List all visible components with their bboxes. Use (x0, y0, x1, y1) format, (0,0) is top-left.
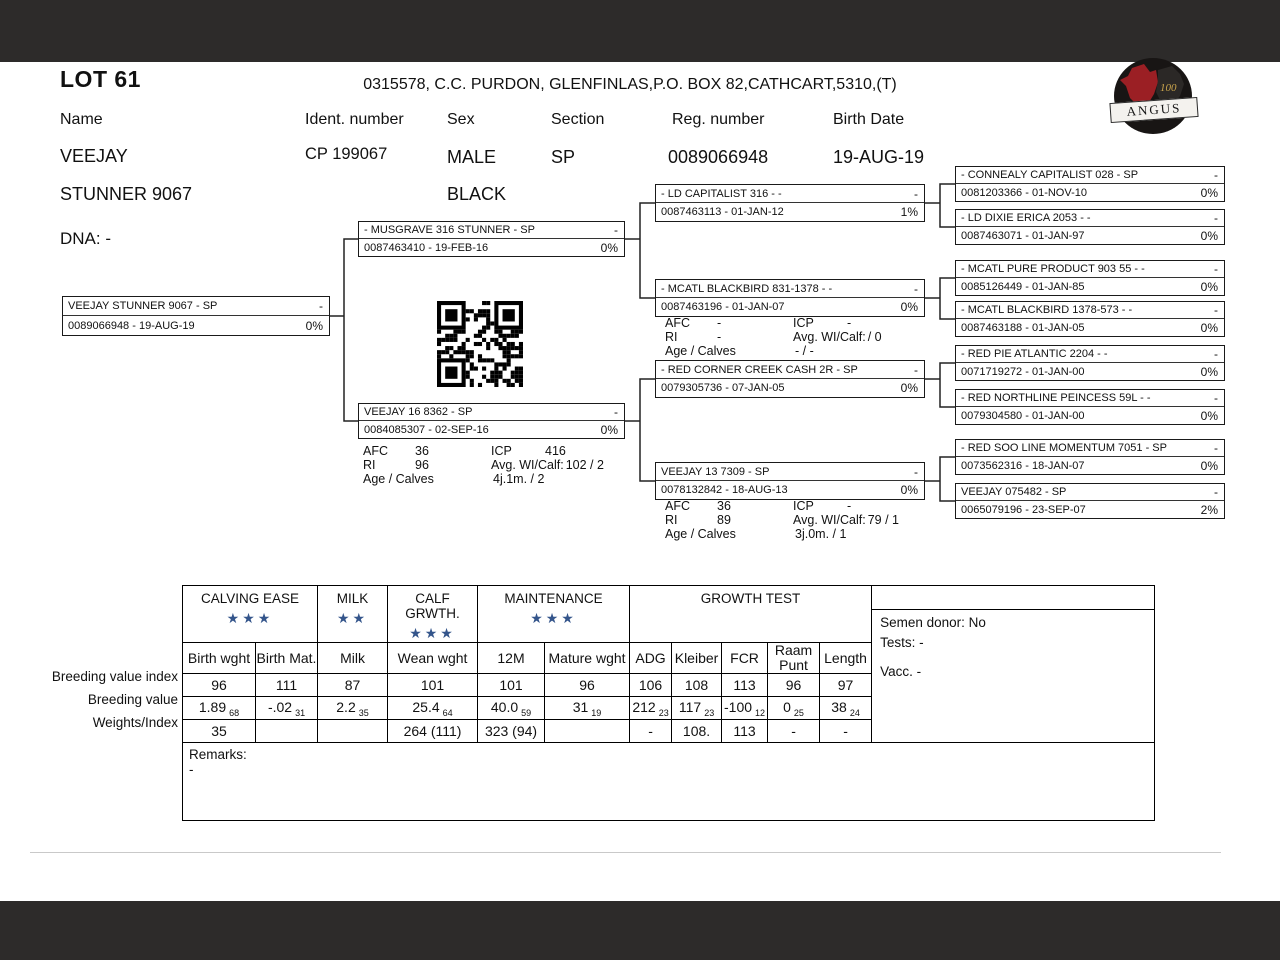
colour-value: BLACK (447, 184, 507, 204)
gen2-2-fertility-stats (665, 316, 935, 358)
stat-value: 36 (717, 499, 731, 513)
pedigree-name: - CONNEALY CAPITALIST 028 - SP (961, 169, 1139, 181)
col-12m: 12M (478, 643, 545, 674)
idx-cell: 101 (388, 674, 478, 697)
pedigree-name: - MCATL BLACKBIRD 1378-573 - - (961, 304, 1133, 316)
pedigree-box-gen3-1 (955, 166, 1225, 202)
pedigree-inbreeding-pct: 1% (900, 205, 918, 219)
birth-date-value: 19-AUG-19 (833, 147, 925, 167)
pedigree-name: - MCATL BLACKBIRD 831-1378 - - (661, 282, 833, 295)
bv-cell: 1.89 $_{68}$ (183, 697, 256, 720)
stat-value: 102 / 2 (565, 458, 604, 472)
pedigree-inbreeding-pct: 0% (1200, 458, 1218, 473)
stars-milk: ★★ (336, 610, 369, 626)
pedigree-name: VEEJAY 16 8362 - SP (364, 406, 473, 418)
pedigree-box-dam (358, 403, 625, 439)
reg-number-value: 0089066948 (668, 147, 769, 167)
col-raam-punt: Raam Punt (768, 643, 820, 674)
col-kleiber: Kleiber (672, 643, 722, 674)
pedigree-inbreeding-pct: 0% (1200, 408, 1218, 423)
bv-accuracy: 23 (658, 707, 669, 718)
vacc-text: Vacc. - (880, 664, 922, 679)
bv-accuracy: 19 (591, 707, 602, 718)
stat-label: Age / Calves (665, 344, 736, 358)
stat-value: 79 / 1 (867, 513, 899, 527)
row-label-weights: Weights/Index (92, 715, 178, 730)
weights-cell: 35 (183, 720, 256, 743)
idx-cell: 101 (478, 674, 545, 697)
idx-cell: 113 (722, 674, 768, 697)
section-value: SP (551, 147, 576, 167)
tests-text: Tests: - (880, 635, 924, 650)
dam-fertility-stats (363, 444, 633, 486)
stat-value: 96 (415, 458, 429, 472)
pedigree-inbreeding-pct: 0% (900, 483, 918, 497)
bv-cell: 31 $_{19}$ (545, 697, 630, 720)
pedigree-box-gen2-4 (655, 462, 925, 500)
pedigree-flag: - (914, 186, 918, 201)
remarks-cell (183, 743, 1155, 821)
sex-value: MALE (447, 147, 497, 167)
idx-cell: 96 (183, 674, 256, 697)
dna-value: DNA: - (60, 229, 111, 248)
idx-cell: 111 (256, 674, 318, 697)
stars-maintenance: ★★★ (530, 610, 577, 626)
pedigree-reg: 0079304580 - 01-JAN-00 (961, 409, 1085, 422)
stat-label: Avg. WI/Calf: (491, 458, 564, 472)
weights-cell (256, 720, 318, 743)
pedigree-inbreeding-pct: 0% (1200, 364, 1218, 379)
qr-code (437, 301, 523, 387)
stat-label: RI (665, 330, 678, 344)
col-birth-mat: Birth Mat. (256, 643, 318, 674)
pedigree-reg: 0079305736 - 07-JAN-05 (661, 382, 785, 394)
weights-cell: - (820, 720, 872, 743)
pedigree-name: - RED NORTHLINE PEINCESS 59L - - (961, 392, 1151, 404)
remarks-label: Remarks: (189, 747, 247, 762)
idx-cell: 96 (545, 674, 630, 697)
label-section: Section (551, 111, 605, 128)
bv-cell: 0 $_{25}$ (768, 697, 820, 720)
pedigree-flag: - (1214, 303, 1218, 317)
stat-value: / 0 (867, 330, 882, 344)
stars-calving-ease: ★★★ (226, 610, 274, 626)
pedigree-inbreeding-pct: 0% (900, 381, 918, 395)
stat-value: 416 (545, 444, 566, 458)
stat-label: ICP (491, 444, 512, 458)
logo-years: 100 (1160, 82, 1177, 94)
pedigree-flag: - (319, 299, 323, 313)
bv-cell: 117 $_{23}$ (672, 697, 722, 720)
pedigree-reg: 0065079196 - 23-SEP-07 (961, 503, 1086, 516)
pedigree-flag: - (1214, 347, 1218, 361)
col-adg: ADG (630, 643, 672, 674)
col-length: Length (820, 643, 872, 674)
gen2-4-fertility-stats (665, 499, 935, 541)
pedigree-box-gen3-2 (955, 209, 1225, 245)
pedigree-inbreeding-pct: 0% (1200, 320, 1218, 335)
bv-cell: -.02 $_{31}$ (256, 697, 318, 720)
bv-cell: -100 $_{12}$ (722, 697, 768, 720)
footer-divider (30, 852, 1221, 853)
pedigree-reg: 0087463113 - 01-JAN-12 (661, 206, 784, 218)
bv-accuracy: 12 (755, 707, 766, 718)
idx-cell: 96 (768, 674, 820, 697)
pedigree-box-gen2-1 (655, 184, 925, 222)
stat-value: - / - (795, 344, 814, 358)
pedigree-box-sire (358, 221, 625, 257)
weights-cell: - (630, 720, 672, 743)
pedigree-flag: - (914, 281, 918, 296)
pedigree-reg: 0087463410 - 19-FEB-16 (364, 241, 489, 254)
pedigree-flag: - (914, 464, 918, 479)
bv-accuracy: 24 (849, 707, 860, 718)
pedigree-box-gen3-8 (955, 483, 1225, 519)
pedigree-flag: - (1214, 441, 1218, 455)
viewer-top-bar (0, 0, 1280, 62)
stat-value: - (717, 330, 722, 344)
pedigree-box-gen3-3 (955, 260, 1225, 296)
ident-number-value: CP 199067 (305, 145, 388, 163)
bv-accuracy: 64 (442, 707, 453, 718)
weights-cell: - (768, 720, 820, 743)
pedigree-box-gen3-7 (955, 439, 1225, 475)
group-maintenance: MAINTENANCE ★★★ (478, 586, 630, 643)
pedigree-name: - LD DIXIE ERICA 2053 - - (961, 212, 1091, 224)
pedigree-reg: 0073562316 - 18-JAN-07 (961, 459, 1085, 472)
weights-cell: 113 (722, 720, 768, 743)
pedigree-name: VEEJAY 075482 - SP (961, 486, 1067, 498)
pedigree-name: - MCATL PURE PRODUCT 903 55 - - (961, 263, 1145, 275)
label-reg-number: Reg. number (672, 111, 765, 128)
pedigree-name: - MUSGRAVE 316 STUNNER - SP (364, 224, 535, 236)
stat-label: Avg. WI/Calf: (793, 513, 866, 527)
stat-value: 4j.1m. / 2 (493, 472, 545, 486)
stat-label: ICP (793, 316, 814, 330)
bv-accuracy: 23 (704, 707, 715, 718)
col-birth-wght: Birth wght (183, 643, 256, 674)
stat-label: ICP (793, 499, 814, 513)
pedigree-inbreeding-pct: 0% (600, 422, 618, 437)
col-fcr: FCR (722, 643, 768, 674)
animal-name-line1: VEEJAY (60, 146, 128, 166)
pedigree-reg: 0087463196 - 01-JAN-07 (661, 301, 785, 313)
stat-label: RI (363, 458, 376, 472)
idx-cell: 106 (630, 674, 672, 697)
info-divider (872, 586, 1154, 610)
animal-name-line2: STUNNER 9067 (60, 184, 193, 204)
weights-cell: 108. (672, 720, 722, 743)
bv-cell: 25.4 $_{64}$ (388, 697, 478, 720)
pedigree-inbreeding-pct: 0% (600, 240, 618, 255)
bv-accuracy: 68 (229, 707, 240, 718)
bv-cell: 2.2 $_{35}$ (318, 697, 388, 720)
idx-cell: 97 (820, 674, 872, 697)
bv-cell: 40.0 $_{59}$ (478, 697, 545, 720)
pedigree-reg: 0087463071 - 01-JAN-97 (961, 229, 1085, 242)
weights-cell: 323 (94) (478, 720, 545, 743)
pedigree-flag: - (1214, 485, 1218, 499)
pedigree-flag: - (1214, 262, 1218, 276)
pedigree-box-gen2-3 (655, 360, 925, 398)
angus-logo (1108, 56, 1198, 138)
info-cell (872, 586, 1155, 743)
stat-value: - (717, 316, 722, 330)
label-sex: Sex (447, 111, 475, 128)
bv-accuracy: 25 (793, 707, 804, 718)
logo-ribbon: ANGUS (1109, 97, 1198, 123)
bv-accuracy: 35 (358, 707, 369, 718)
label-birth-date: Birth Date (833, 111, 905, 128)
stat-label: AFC (665, 499, 690, 513)
idx-cell: 87 (318, 674, 388, 697)
stat-label: Age / Calves (665, 527, 736, 541)
pedigree-reg: 0078132842 - 18-AUG-13 (661, 484, 788, 496)
bv-accuracy: 31 (295, 707, 306, 718)
pedigree-box-gen3-4 (955, 301, 1225, 337)
pedigree-flag: - (1214, 168, 1218, 182)
ebv-row-labels (30, 665, 178, 734)
pedigree-inbreeding-pct: 2% (1200, 502, 1218, 517)
label-name: Name (60, 111, 103, 128)
bv-accuracy: 59 (521, 707, 532, 718)
pedigree-box-gen3-5 (955, 345, 1225, 381)
pedigree-reg: 0084085307 - 02-SEP-16 (364, 423, 489, 436)
pedigree-inbreeding-pct: 0% (1200, 279, 1218, 294)
pedigree-inbreeding-pct: 0% (305, 318, 323, 333)
semen-donor-text: Semen donor: No (880, 615, 986, 630)
pedigree-box-animal (62, 296, 330, 336)
pedigree-reg: 0081203366 - 01-NOV-10 (961, 186, 1087, 199)
pedigree-inbreeding-pct: 0% (900, 300, 918, 314)
stat-value: - (847, 499, 852, 513)
row-label-index: Breeding value index (51, 669, 178, 684)
stat-value: 89 (717, 513, 731, 527)
stat-value: - (847, 316, 852, 330)
ebv-table (182, 585, 1155, 821)
remarks-value: - (189, 762, 194, 777)
stat-label: AFC (665, 316, 690, 330)
pedigree-inbreeding-pct: 0% (1200, 228, 1218, 243)
weights-cell (545, 720, 630, 743)
pedigree-flag: - (1214, 211, 1218, 225)
pedigree-name: - RED CORNER CREEK CASH 2R - SP (661, 363, 858, 376)
stat-value: 3j.0m. / 1 (795, 527, 847, 541)
pedigree-flag: - (614, 223, 618, 237)
pedigree-reg: 0071719272 - 01-JAN-00 (961, 365, 1085, 378)
pedigree-flag: - (1214, 391, 1218, 405)
pedigree-name: - RED PIE ATLANTIC 2204 - - (961, 348, 1108, 360)
bv-cell: 38 $_{24}$ (820, 697, 872, 720)
stat-label: Age / Calves (363, 472, 434, 486)
stat-label: Avg. WI/Calf: (793, 330, 866, 344)
stat-value: 36 (415, 444, 429, 458)
viewer-bottom-bar (0, 901, 1280, 960)
pedigree-name: - RED SOO LINE MOMENTUM 7051 - SP (961, 442, 1167, 454)
stat-label: RI (665, 513, 678, 527)
stars-calf-growth: ★★★ (409, 625, 456, 641)
col-mature-wght: Mature wght (545, 643, 630, 674)
weights-cell (318, 720, 388, 743)
pedigree-flag: - (914, 362, 918, 377)
weights-cell: 264 (111) (388, 720, 478, 743)
pedigree-box-gen2-2 (655, 279, 925, 317)
idx-cell: 108 (672, 674, 722, 697)
group-calving-ease: CALVING EASE ★★★ (183, 586, 318, 643)
col-wean-wght: Wean wght (388, 643, 478, 674)
pedigree-box-gen3-6 (955, 389, 1225, 425)
label-ident-number: Ident. number (305, 111, 404, 128)
pedigree-reg: 0087463188 - 01-JAN-05 (961, 321, 1085, 334)
pedigree-name: VEEJAY STUNNER 9067 - SP (68, 300, 218, 312)
stat-label: AFC (363, 444, 388, 458)
breeder-address: 0315578, C.C. PURDON, GLENFINLAS,P.O. BOX 82,CATHCART,5310,(T) (363, 76, 897, 93)
group-calf-growth: CALF GRWTH. ★★★ (388, 586, 478, 643)
pedigree-reg: 0089066948 - 19-AUG-19 (68, 319, 195, 332)
group-milk: MILK ★★ (318, 586, 388, 643)
pedigree-reg: 0085126449 - 01-JAN-85 (961, 280, 1085, 293)
group-growth-test: GROWTH TEST (630, 586, 872, 643)
col-milk: Milk (318, 643, 388, 674)
pedigree-name: - LD CAPITALIST 316 - - (661, 187, 782, 200)
row-label-breeding-value: Breeding value (87, 692, 178, 707)
bv-cell: 212 $_{23}$ (630, 697, 672, 720)
pedigree-inbreeding-pct: 0% (1200, 185, 1218, 200)
pedigree-name: VEEJAY 13 7309 - SP (661, 465, 770, 478)
pedigree-flag: - (614, 405, 618, 419)
lot-number: LOT 61 (60, 66, 141, 92)
